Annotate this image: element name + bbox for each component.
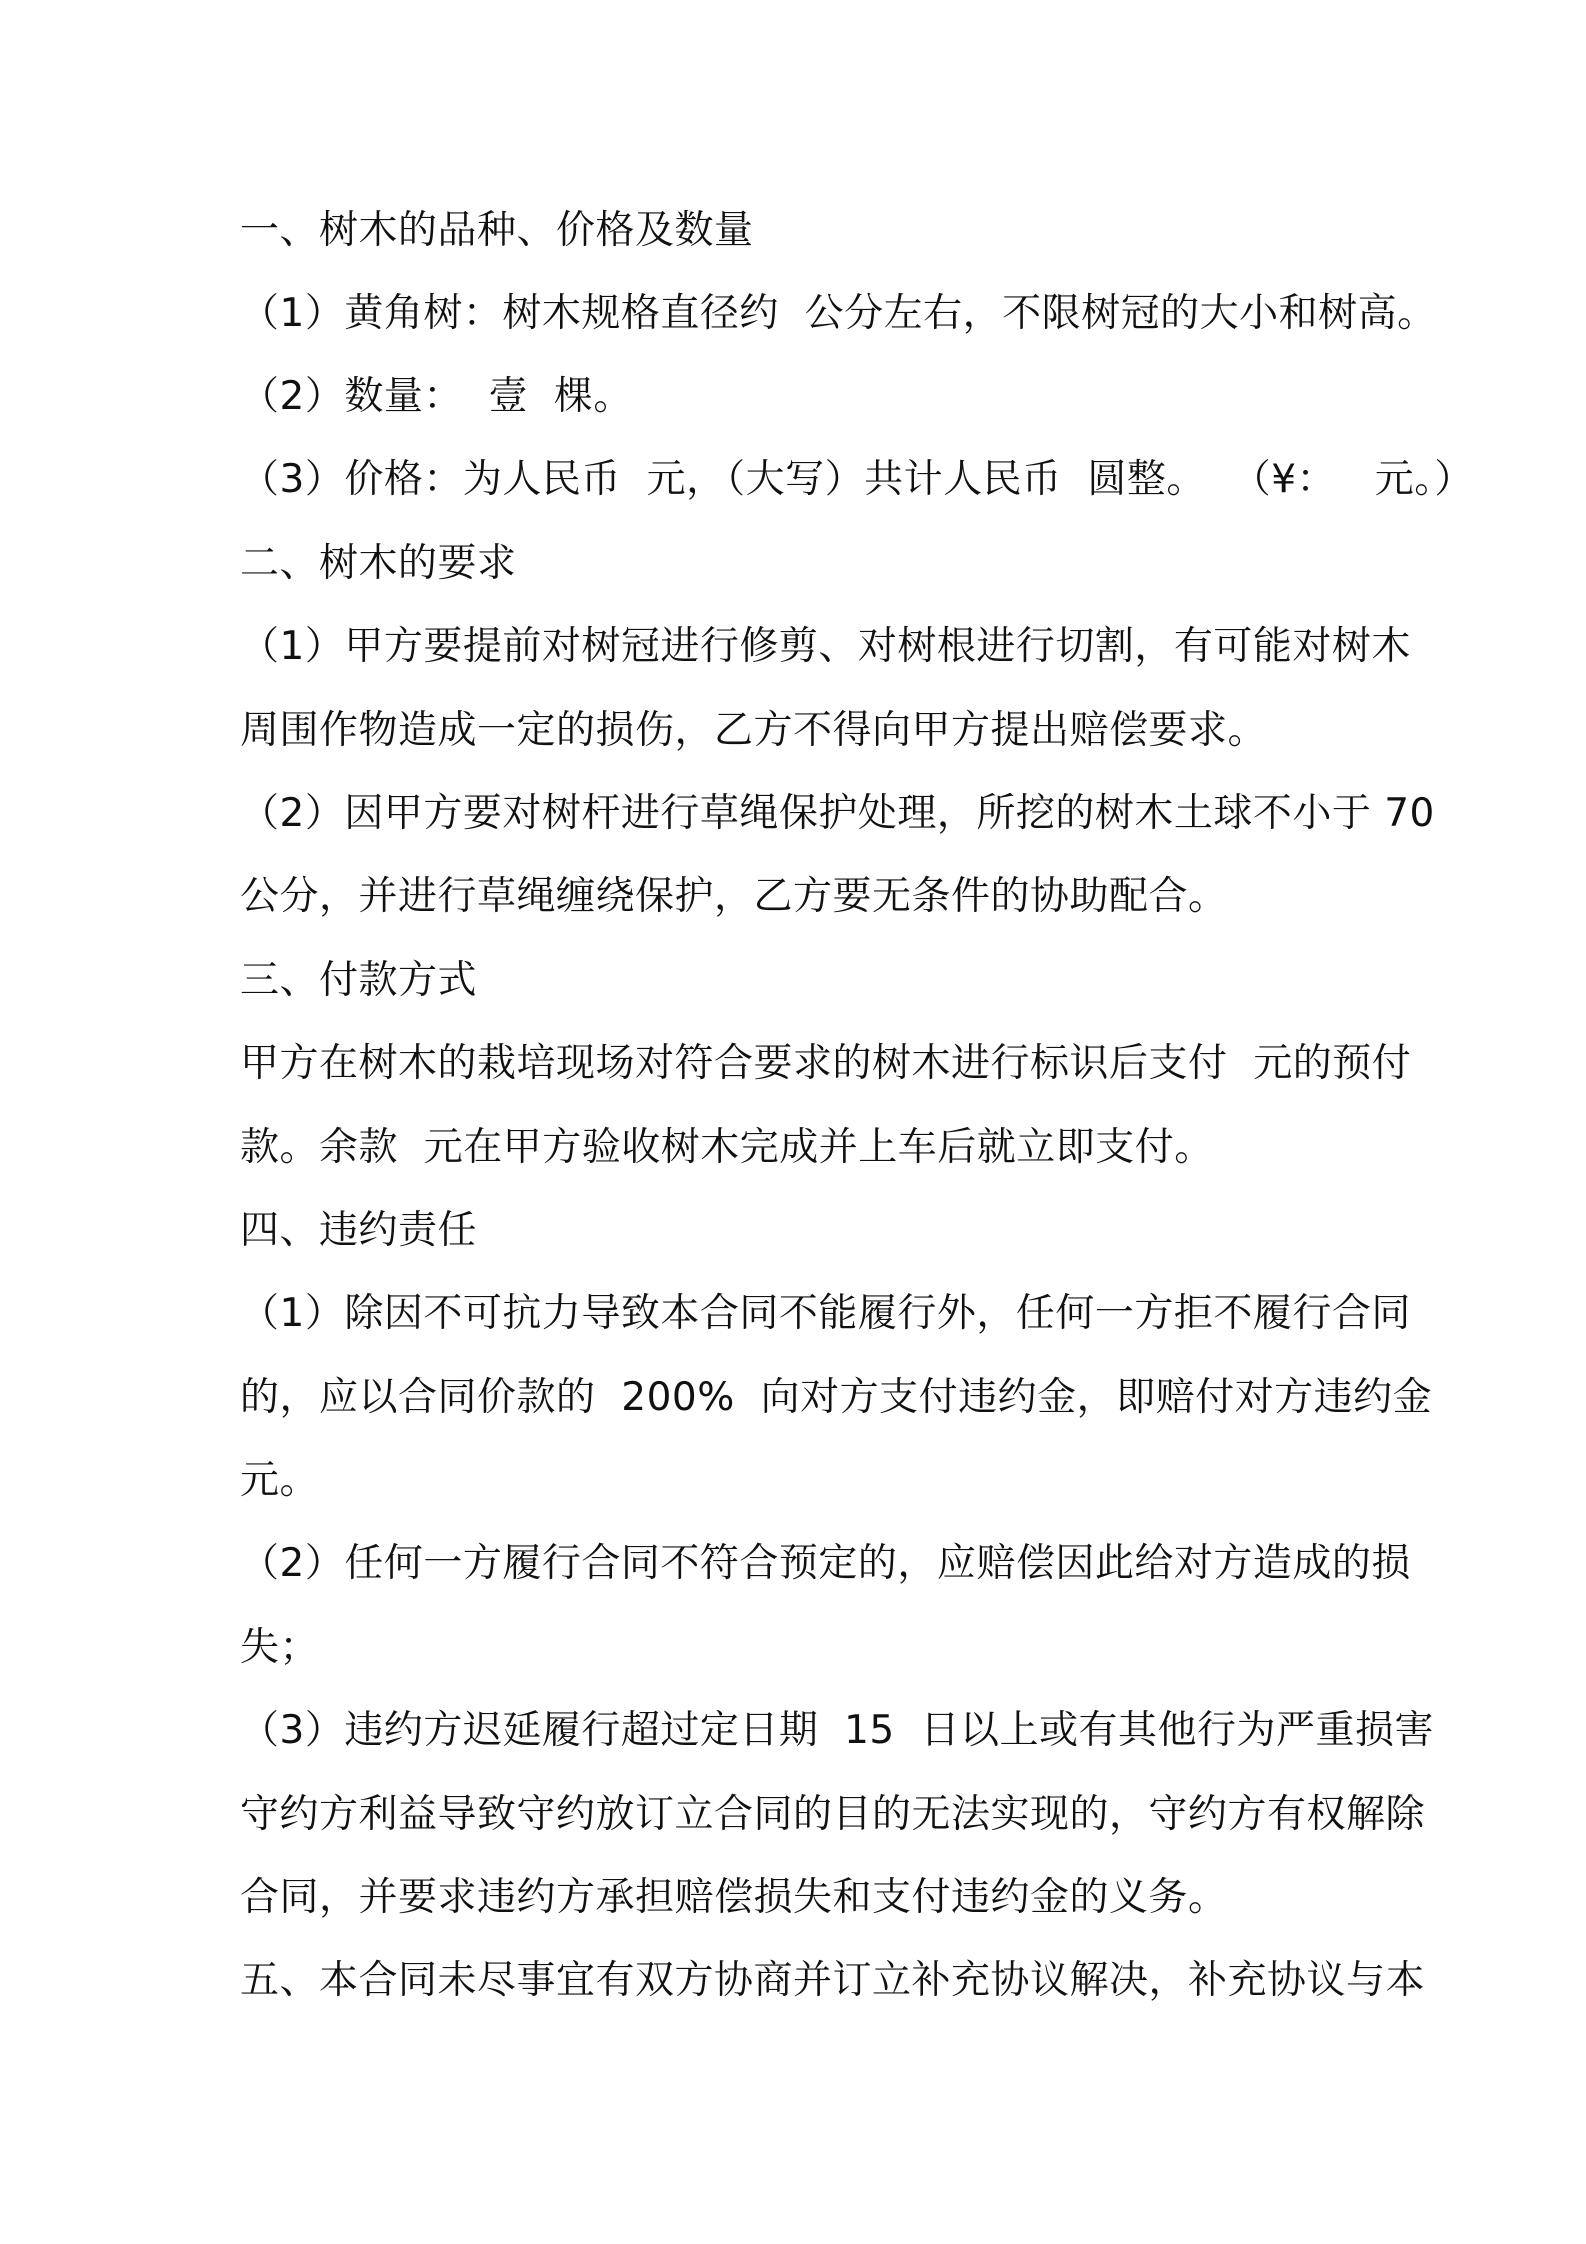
clause-1-2: （2）数量： 壹 棵。 <box>240 374 633 419</box>
clause-4-1-line-3: 元。 <box>240 1458 320 1503</box>
clause-4-2-line-1: （2）任何一方履行合同不符合预定的，应赔偿因此给对方造成的损 <box>240 1541 1411 1586</box>
clause-4-3-line-2: 守约方利益导致守约放订立合同的目的无法实现的，守约方有权解除 <box>240 1792 1426 1837</box>
clause-2-2-line-2: 公分，并进行草绳缠绕保护，乙方要无条件的协助配合。 <box>240 874 1228 919</box>
section-heading-1: 一、树木的品种、价格及数量 <box>240 208 754 253</box>
clause-4-2-line-2: 失； <box>240 1625 320 1670</box>
clause-2-1-line-2: 周围作物造成一定的损伤，乙方不得向甲方提出赔偿要求。 <box>240 708 1268 753</box>
section-heading-2: 二、树木的要求 <box>240 541 517 586</box>
payment-text-line-1: 甲方在树木的栽培现场对符合要求的树木进行标识后支付 元的预付 <box>240 1041 1412 1086</box>
payment-text-line-2: 款。余款 元在甲方验收树木完成并上车后就立即支付。 <box>240 1125 1214 1170</box>
clause-1-3: （3）价格：为人民币 元，（大写）共计人民币 圆整。 （¥： 元。） <box>240 457 1474 502</box>
clause-4-1-line-1: （1）除因不可抗力导致本合同不能履行外，任何一方拒不履行合同 <box>240 1291 1411 1336</box>
clause-1-1: （1）黄角树：树木规格直径约 公分左右，不限树冠的大小和树高。 <box>240 291 1437 336</box>
clause-4-3-line-3: 合同，并要求违约方承担赔偿损失和支付违约金的义务。 <box>240 1875 1228 1920</box>
section-heading-3: 三、付款方式 <box>240 958 478 1003</box>
clause-2-1-line-1: （1）甲方要提前对树冠进行修剪、对树根进行切割，有可能对树木 <box>240 624 1411 669</box>
clause-2-2-line-1: （2）因甲方要对树杆进行草绳保护处理，所挖的树木土球不小于 70 <box>240 791 1435 836</box>
clause-4-1-line-2: 的，应以合同价款的 200% 向对方支付违约金，即赔付对方违约金 <box>240 1375 1433 1420</box>
section-heading-4: 四、违约责任 <box>240 1208 478 1253</box>
clause-4-3-line-1: （3）违约方迟延履行超过定日期 15 日以上或有其他行为严重损害 <box>240 1708 1435 1753</box>
section-heading-5: 五、本合同未尽事宜有双方协商并订立补充协议解决，补充协议与本 <box>240 1958 1426 2003</box>
